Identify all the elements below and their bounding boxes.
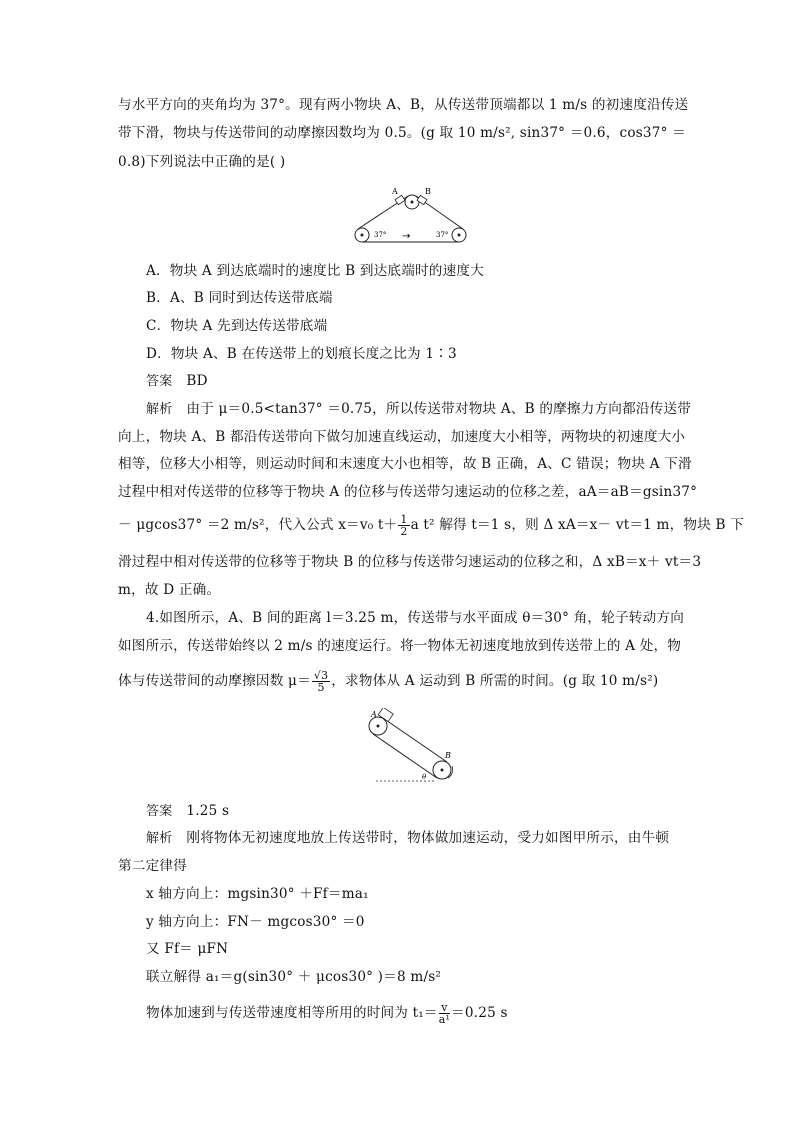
p3-analysis-2: 向上，物块 A、B 都沿传送带向下做匀加速直线运动，加速度大小相等，两物块的初速度大小 bbox=[118, 429, 686, 445]
p4-text-line-3: 体与传送带间的动摩擦因数 μ＝ $\frac{√3}{5}$ ，求物体从 A 运动到 B 所需的时间。(g 取 10 m/s²) bbox=[118, 669, 659, 694]
answer-label: 答案 bbox=[146, 374, 173, 389]
p4-analysis-3: x 轴方向上：mgsin30° ＋Ff＝ma₁ bbox=[146, 886, 369, 902]
p3-analysis-6: m，故 D 正确。 bbox=[118, 582, 221, 598]
conveyor-triangle-figure bbox=[352, 184, 472, 248]
incline-conveyor-figure bbox=[366, 708, 466, 784]
option-b: B．A、B 同时到达传送带底端 bbox=[146, 290, 333, 306]
answer-value: 1.25 s bbox=[186, 803, 230, 819]
p4-analysis-2: 第二定律得 bbox=[118, 858, 187, 874]
time-fraction: $\frac{v}{\text{a¹}}$ bbox=[438, 1001, 451, 1026]
p3-answer bbox=[146, 372, 706, 391]
label-b: B bbox=[445, 751, 451, 760]
option-c: C．物块 A 先到达传送带底端 bbox=[146, 318, 328, 334]
p4-analysis-4: y 轴方向上：FN－ mgcos30° ＝0 bbox=[146, 914, 365, 930]
p3-text-line-1: 与水平方向的夹角均为 37°。现有两小物块 A、B，从传送带顶端都以 1 m/s 的初速度沿传送 bbox=[118, 97, 689, 113]
p3-analysis-4: 过程中相对传送带的位移等于物块 A 的位移与传送带匀速运动的位移之差，aA＝aB＝gsin37° bbox=[118, 484, 698, 500]
p4-text-line-2: 如图所示，传送带始终以 2 m/s 的速度运行。将一物体无初速度地放到传送带上的 A 处，物 bbox=[118, 638, 682, 654]
angle-theta-label: θ bbox=[422, 773, 427, 781]
p4-text-line-1: 4.如图所示，A、B 间的距离 l＝3.25 m，传送带与水平面成 θ＝30° 角，轮子转动方向 bbox=[146, 610, 684, 626]
angle-left-label: 37° bbox=[374, 231, 387, 239]
p4-analysis-5: 又 Ff＝ μFN bbox=[146, 941, 229, 957]
p3-text-line-3: 0.8)下列说法中正确的是( ) bbox=[118, 154, 286, 170]
p4-answer bbox=[146, 802, 706, 821]
p3-analysis-5: 滑过程中相对传送带的位移等于物块 B 的位移与传送带匀速运动的位移之和，Δ xB＝x＋ vt＝3 bbox=[118, 554, 702, 570]
fraction-half: $\frac{1}{2}$ bbox=[400, 513, 408, 538]
p4-analysis-1: 解析 刚将物体无初速度地放上传送带时，物体做加速运动，受力如图甲所示，由牛顿 bbox=[146, 830, 670, 846]
answer-value: BD bbox=[186, 373, 208, 389]
p4-analysis-7: 物体加速到与传送带速度相等所用的时间为 t₁＝ $\frac{v}{\text{a¹}}$ ＝0.25 s bbox=[146, 1001, 508, 1026]
option-a: A．物块 A 到达底端时的速度比 B 到达底端时的速度大 bbox=[146, 263, 484, 279]
p3-text-line-2: 带下滑，物块与传送带间的动摩擦因数均为 0.5。(g 取 10 m/s², sin37° ＝0.6，cos37° ＝ bbox=[118, 125, 686, 141]
analysis-label: 解析 bbox=[146, 402, 173, 417]
p4-analysis-6: 联立解得 a₁＝g(sin30° ＋ μcos30° )＝8 m/s² bbox=[146, 969, 442, 985]
mu-fraction: $\frac{√3}{5}$ bbox=[313, 669, 329, 694]
label-a: A bbox=[392, 187, 398, 196]
angle-right-label: 37° bbox=[436, 231, 449, 239]
answer-label: 答案 bbox=[146, 804, 173, 819]
option-d: D．物块 A、B 在传送带上的划痕长度之比为 1∶3 bbox=[146, 346, 457, 362]
analysis-label: 解析 bbox=[146, 831, 173, 846]
p3-analysis-1: 解析 由于 μ＝0.5<tan37° ＝0.75，所以传送带对物块 A、B 的摩擦力方向都沿传送带 bbox=[146, 401, 692, 417]
label-b: B bbox=[425, 187, 431, 196]
p3-analysis-formula: － μgcos37° ＝2 m/s²，代入公式 x＝v₀ t＋ $\frac{1}{2}$ a t² 解得 t＝1 s，则 Δ xA＝x－ vt＝1 m，物块 B 下 bbox=[118, 513, 745, 538]
label-a: A bbox=[371, 710, 377, 719]
belt-direction-arrow: → bbox=[402, 231, 411, 242]
p3-analysis-3: 相等，位移大小相等，则运动时间和末速度大小也相等，故 B 正确，A、C 错误；物块 A 下滑 bbox=[118, 456, 692, 472]
